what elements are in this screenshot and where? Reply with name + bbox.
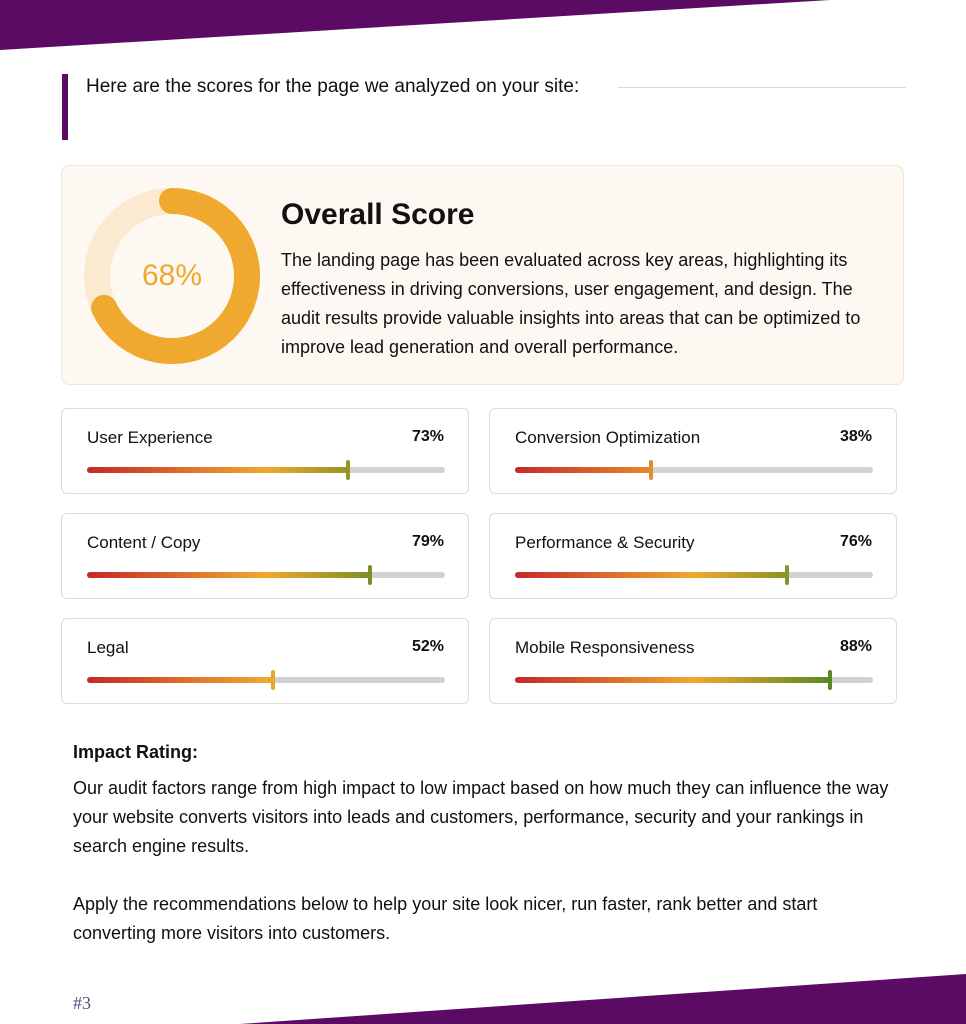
metric-progress-track [515,677,873,683]
metric-progress-fill [515,572,787,578]
metric-label: User Experience [87,428,213,447]
metric-label: Content / Copy [87,533,201,552]
intro-text: Here are the scores for the page we analyzed on your site: [86,76,580,97]
intro-accent-bar [62,74,68,140]
impact-rating-heading: Impact Rating: [73,742,199,762]
metric-progress-fill [87,677,273,683]
metric-progress-track [515,467,873,473]
metric-progress-track [515,572,873,578]
metric-progress-fill [515,677,830,683]
metric-label: Legal [87,638,129,657]
metric-value: 88% [839,638,872,655]
metric-progress-track [87,677,445,683]
bottom-decorative-band [0,974,966,1024]
overall-score-card [61,165,904,385]
metric-card-user-experience [61,408,469,494]
impact-rating-body: Our audit factors range from high impact to low impact based on how much they can influence the way your website converts visitors into leads and customers, performance, security and your rankings in search engine results. [73,778,889,856]
metric-progress-marker [649,460,653,480]
metric-card-content-copy [61,513,469,599]
metric-progress-marker [368,565,372,585]
metric-progress-fill [87,467,348,473]
metric-label: Mobile Responsiveness [515,638,695,657]
overall-score-description: The landing page has been evaluated across key areas, highlighting its effectiveness in driving conversions, user engagement, and design. The audit results provide valuable insights into areas that can be optimized to improve lead generation and overall performance. [281,250,861,357]
intro-divider [618,87,906,88]
metric-progress-fill [515,467,651,473]
metric-card-legal [61,618,469,704]
metric-card-mobile-responsiveness [489,618,897,704]
metric-progress-marker [828,670,832,690]
overall-score-value: 68% [141,259,203,292]
metric-value: 79% [411,533,444,550]
metric-progress-marker [271,670,275,690]
top-decorative-band [0,0,966,52]
overall-score-title: Overall Score [281,198,475,231]
metric-value: 52% [411,638,444,655]
metric-value: 38% [839,428,872,445]
metric-progress-track [87,572,445,578]
metric-progress-track [87,467,445,473]
intro-section [62,74,906,140]
metric-progress-fill [87,572,370,578]
metric-value: 76% [839,533,872,550]
metric-progress-marker [785,565,789,585]
page-number: #3 [73,993,91,1013]
apply-recommendations-text: Apply the recommendations below to help your site look nicer, run faster, rank better and start converting more visitors into customers. [73,894,818,943]
metric-value: 73% [411,428,444,445]
metric-label: Conversion Optimization [515,428,701,447]
metric-card-performance-security [489,513,897,599]
metric-label: Performance & Security [515,533,695,552]
metric-progress-marker [346,460,350,480]
metric-card-conversion-optimization [489,408,897,494]
